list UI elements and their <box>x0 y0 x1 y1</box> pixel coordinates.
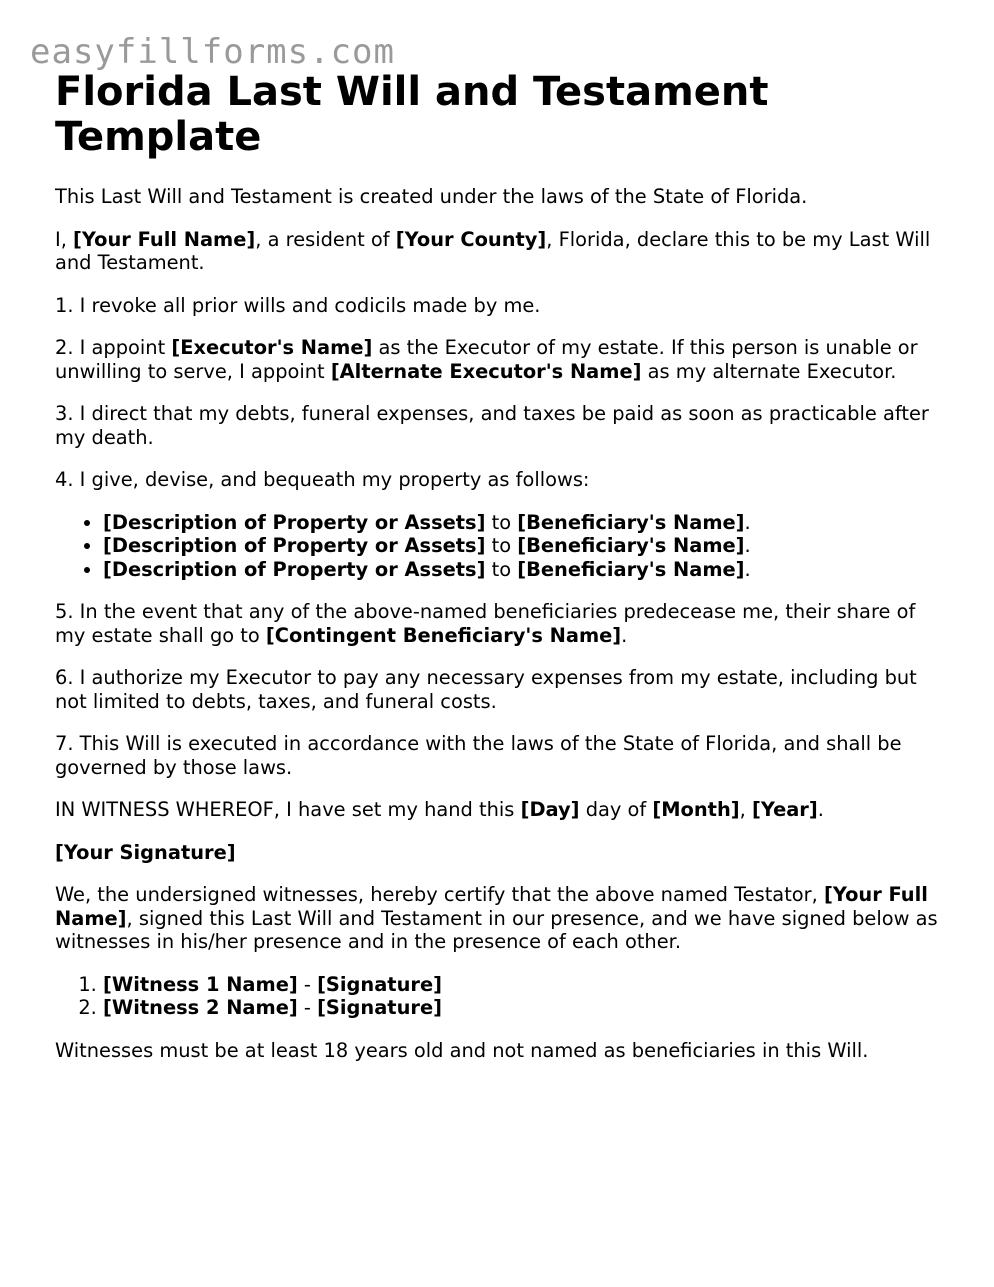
testator-name-placeholder: [Your Full Name] <box>55 883 928 930</box>
signature-placeholder: [Your Signature] <box>55 840 236 864</box>
witness-item: 1. [Witness 1 Name] - [Signature] <box>103 973 945 997</box>
beneficiary-placeholder: [Beneficiary's Name] <box>517 557 745 581</box>
witness-signature-placeholder: [Signature] <box>317 972 442 996</box>
attestation-paragraph: We, the undersigned witnesses, hereby certify that the above named Testator, [Your Full Name], signed this Last Will and Testament in our presence, and we have signed below as witnesses in his/her presence and in the presence of each other. <box>55 883 938 953</box>
witness-name-placeholder: [Witness 1 Name] <box>103 972 298 996</box>
watermark: easyfillforms.com <box>30 32 395 72</box>
clause-1: 1. I revoke all prior wills and codicils made by me. <box>55 293 541 317</box>
clause-7: 7. This Will is executed in accordance with the laws of the State of Florida, and shall be governed by those laws. <box>55 732 902 779</box>
clause-6: 6. I authorize my Executor to pay any necessary expenses from my estate, including but not limited to debts, taxes, and funeral costs. <box>55 666 917 713</box>
full-name-placeholder: [Your Full Name] <box>73 227 256 251</box>
bequest-item: • [Description of Property or Assets] to [Beneficiary's Name]. <box>103 534 945 558</box>
witness-list <box>55 973 945 1020</box>
contingent-beneficiary-placeholder: [Contingent Beneficiary's Name] <box>265 623 622 647</box>
witness-name-placeholder: [Witness 2 Name] <box>103 996 298 1019</box>
declaration-paragraph: I, [Your Full Name], a resident of [Your County], Florida, declare this to be my Last Will and Testament. <box>55 227 931 274</box>
property-placeholder: [Description of Property or Assets] <box>103 557 486 581</box>
clause-5: 5. In the event that any of the above-named beneficiaries predecease me, their share of my estate shall go to [Contingent Beneficiary's Name]. <box>55 600 916 647</box>
bequest-list <box>55 511 945 582</box>
document-body <box>55 70 945 1081</box>
intro-paragraph: This Last Will and Testament is created under the laws of the State of Florida. <box>55 185 808 208</box>
beneficiary-placeholder: [Beneficiary's Name] <box>517 510 745 534</box>
property-placeholder: [Description of Property or Assets] <box>103 510 486 534</box>
beneficiary-placeholder: [Beneficiary's Name] <box>517 534 745 557</box>
signature-line <box>55 841 945 865</box>
alternate-executor-placeholder: [Alternate Executor's Name] <box>330 359 642 383</box>
day-placeholder: [Day] <box>520 798 580 821</box>
bequest-item: • [Description of Property or Assets] to [Beneficiary's Name]. <box>103 511 945 535</box>
executor-placeholder: [Executor's Name] <box>171 336 373 359</box>
county-placeholder: [Your County] <box>395 227 547 251</box>
bequest-item: • [Description of Property or Assets] to [Beneficiary's Name]. <box>103 558 945 582</box>
property-placeholder: [Description of Property or Assets] <box>103 534 486 557</box>
clause-4: 4. I give, devise, and bequeath my property as follows: <box>55 468 590 491</box>
witness-signature-placeholder: [Signature] <box>317 996 442 1019</box>
document-title: Florida Last Will and Testament Template <box>55 69 769 160</box>
month-placeholder: [Month] <box>652 798 740 821</box>
witness-whereof-paragraph: IN WITNESS WHEREOF, I have set my hand this [Day] day of [Month], [Year]. <box>55 798 824 821</box>
witness-item: 2. [Witness 2 Name] - [Signature] <box>103 996 945 1020</box>
clause-3: 3. I direct that my debts, funeral expenses, and taxes be paid as soon as practicable after my death. <box>55 402 929 449</box>
footer-note: Witnesses must be at least 18 years old and not named as beneficiaries in this Will. <box>55 1038 869 1062</box>
clause-2: 2. I appoint [Executor's Name] as the Executor of my estate. If this person is unable or unwilling to serve, I appoint [Alternate Executor's Name] as my alternate Executor. <box>55 336 918 383</box>
year-placeholder: [Year] <box>751 798 818 821</box>
